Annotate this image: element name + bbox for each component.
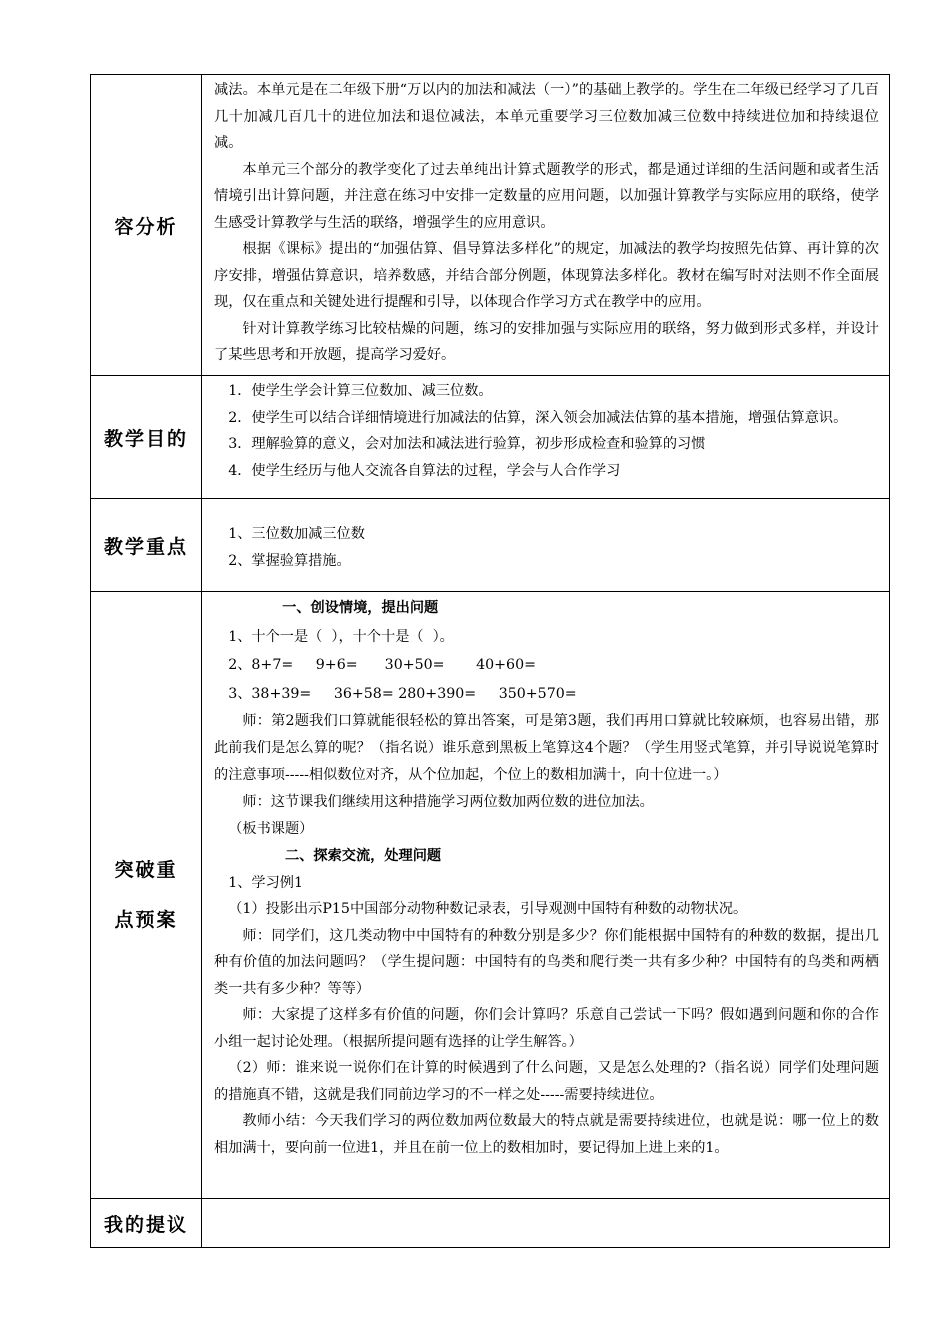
row-label-breakthrough-line2: 点预案 <box>114 909 178 931</box>
row-label-content-analysis: 容分析 <box>91 75 202 376</box>
row-breakthrough <box>91 592 890 1199</box>
row-label-suggestion: 我的提议 <box>91 1199 202 1248</box>
content-analysis-para-2: 本单元三个部分的教学变化了过去单纯出计算式题教学的形式，都是通过详细的生活问题和或者生活情境引出计算问题，并注意在练习中安排一定数量的应用问题，以加强计算教学与实际应用的联络，使学生感受计算教学与生活的联络，增强学生的应用意识。 <box>214 161 879 231</box>
teacher-para-2: 师：这节课我们继续用这种措施学习两位数加两位数的进位加法。 <box>242 794 654 810</box>
objective-item-1: 1．使学生学会计算三位数加、减三位数。 <box>228 383 493 399</box>
teacher-para-3: 师：同学们，这几类动物中中国特有的种数分别是多少？你们能根据中国特有的种数的数据，提出几种有价值的加法问题吗？（学生提问题：中国特有的鸟类和爬行类一共有多少种？中国特有的鸟类和两栖类一共有多少种？等等） <box>214 927 879 997</box>
teacher-para-5: （2）师：谁来说一说你们在计算的时候遇到了什么问题，又是怎么处理的?（指名说）同学们处理问题的措施真不错，这就是我们同前边学习的不一样之处-----需要持续进位。 <box>214 1060 879 1103</box>
key-point-item-2: 2、掌握验算措施。 <box>228 552 351 569</box>
row-objectives <box>91 376 890 499</box>
key-point-item-1: 1、三位数加减三位数 <box>228 526 365 542</box>
warmup-question-2: 2、8+7= 9+6= 30+50= 40+60= <box>228 657 536 673</box>
lesson-plan-table <box>90 74 890 1248</box>
section-title-2: 二、探索交流，处理问题 <box>285 848 442 864</box>
suggestion-cell <box>202 1199 890 1248</box>
row-label-key-points: 教学重点 <box>91 499 202 592</box>
objectives-cell <box>202 376 890 499</box>
projection-note: （1）投影出示P15中国部分动物种数记录表，引导观测中国特有种数的动物状况。 <box>228 901 748 917</box>
section-title-1: 一、创设情境，提出问题 <box>282 600 439 616</box>
row-suggestion <box>91 1199 890 1248</box>
content-analysis-cell <box>202 75 890 376</box>
row-label-breakthrough <box>91 592 202 1199</box>
content-analysis-para-1: 减法。本单元是在二年级下册“万以内的加法和减法（一）”的基础上教学的。学生在二年级已经学习了几百几十加减几百几十的进位加法和退位减法，本单元重要学习三位数加减三位数中持续进位加和持续退位减。 <box>214 82 879 151</box>
teacher-summary: 教师小结：今天我们学习的两位数加两位数最大的特点就是需要持续进位，也就是说：哪一位上的数相加满十，要向前一位进1，并且在前一位上的数相加时，要记得加上进上来的1。 <box>214 1113 879 1156</box>
row-label-objectives: 教学目的 <box>91 376 202 499</box>
objective-item-2: 2．使学生可以结合详细情境进行加减法的估算，深入领会加减法估算的基本措施，增强估算意识。 <box>228 409 848 426</box>
key-points-cell <box>202 499 890 592</box>
objective-item-4: 4．使学生经历与他人交流各自算法的过程，学会与人合作学习 <box>228 462 621 479</box>
example-heading: 1、学习例1 <box>228 874 303 891</box>
breakthrough-cell <box>202 592 890 1199</box>
warmup-question-3: 3、38+39= 36+58= 280+390= 350+570= <box>228 685 577 702</box>
warmup-question-1: 1、十个一是（ ），十个十是（ ）。 <box>228 628 454 645</box>
board-note: （板书课题） <box>228 821 314 837</box>
teacher-para-1: 师：第2题我们口算就能很轻松的算出答案，可是第3题，我们再用口算就比较麻烦，也容易出错，那此前我们是怎么算的呢？（指名说）谁乐意到黑板上笔算这4个题？（学生用竖式笔算，并引导说说笔算时的注意事项-----相似数位对齐，从个位加起，个位上的数相加满十，向十位进一。） <box>214 713 879 783</box>
row-content-analysis <box>91 75 890 376</box>
row-label-breakthrough-line1: 突破重 <box>114 859 178 881</box>
row-key-points <box>91 499 890 592</box>
content-analysis-para-4: 针对计算教学练习比较枯燥的问题，练习的安排加强与实际应用的联络，努力做到形式多样，并设计了某些思考和开放题，提高学习爱好。 <box>214 320 879 363</box>
teacher-para-4: 师：大家提了这样多有价值的问题，你们会计算吗？乐意自己尝试一下吗？假如遇到问题和你的合作小组一起讨论处理。（根据所提问题有选择的让学生解答。） <box>214 1007 879 1050</box>
content-analysis-para-3: 根据《课标》提出的“加强估算、倡导算法多样化”的规定，加减法的教学均按照先估算、再计算的次序安排，增强估算意识，培养数感，并结合部分例题，体现算法多样化。教材在编写时对法则不作全面展现，仅在重点和关键处进行提醒和引导，以体现合作学习方式在教学中的应用。 <box>214 241 879 310</box>
objective-item-3: 3．理解验算的意义，会对加法和减法进行验算，初步形成检查和验算的习惯 <box>228 436 706 452</box>
